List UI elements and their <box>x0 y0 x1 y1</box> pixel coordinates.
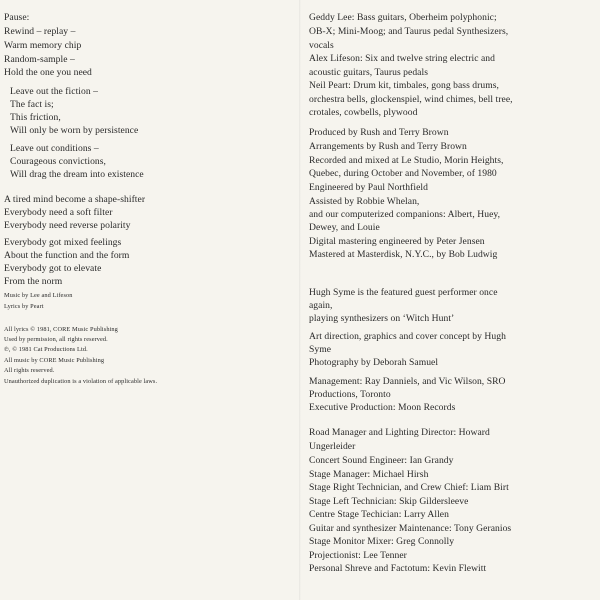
credit-line: Road Manager and Lighting Director: Howard <box>309 427 490 438</box>
copyright-line: Unauthorized duplication is a violation of applicable laws. <box>4 378 158 385</box>
credit-line: Digital mastering engineered by Peter Jensen <box>309 236 485 247</box>
copyright-line: All music by CORE Music Publishing <box>4 357 105 364</box>
page-fold <box>299 0 301 600</box>
lyric-line: Rewind – replay – <box>4 26 76 37</box>
credit-line: Stage Manager: Michael Hirsh <box>309 469 429 480</box>
lyric-line: Pause: <box>4 12 30 23</box>
credit-line: Photography by Deborah Samuel <box>309 357 439 368</box>
credit-line: Stage Monitor Mixer: Greg Connolly <box>309 536 455 547</box>
lyric-line: Leave out conditions – <box>10 143 99 154</box>
credit-line: Neil Peart: Drum kit, timbales, gong bass drums, <box>309 80 499 91</box>
credit-line: Centre Stage Techician: Larry Allen <box>309 509 449 520</box>
credit-line: orchestra bells, glockenspiel, wind chimes, bell tree, <box>309 94 513 105</box>
lyric-line: Will only be worn by persistence <box>10 125 139 136</box>
lyric-line: Leave out the fiction – <box>10 86 98 97</box>
credit-line: Syme <box>309 344 332 355</box>
credit-line: Hugh Syme is the featured guest performer once <box>309 287 498 298</box>
credit-line: Stage Right Technician, and Crew Chief: Liam Birt <box>309 482 509 493</box>
lyrics-credit: Lyrics by Peart <box>4 303 44 310</box>
credit-line: Executive Production: Moon Records <box>309 402 456 413</box>
credit-line: Mastered at Masterdisk, N.Y.C., by Bob Ludwig <box>309 249 498 260</box>
credit-line: OB-X; Mini-Moog; and Taurus pedal Synthesizers, <box>309 26 509 37</box>
credit-line: again, <box>309 300 333 311</box>
credit-line: Art direction, graphics and cover concept by Hugh <box>309 331 506 342</box>
credit-line: Projectionist: Lee Tenner <box>309 550 407 561</box>
copyright-line: Used by permission, all rights reserved. <box>4 336 108 343</box>
credit-line: crotales, cowbells, plywood <box>309 107 418 118</box>
credit-line: playing synthesizers on ‘Witch Hunt’ <box>309 313 455 324</box>
credit-line: Dewey, and Louie <box>309 222 380 233</box>
credit-line: Assisted by Robbie Whelan, <box>309 196 420 207</box>
lyric-line: This friction, <box>10 112 61 123</box>
lyric-line: From the norm <box>4 276 63 287</box>
credit-line: Management: Ray Danniels, and Vic Wilson, SRO <box>309 376 506 387</box>
credit-line: Arrangements by Rush and Terry Brown <box>309 141 467 152</box>
credit-line: Concert Sound Engineer: Ian Grandy <box>309 455 454 466</box>
credit-line: Guitar and synthesizer Maintenance: Tony Geranios <box>309 523 512 534</box>
credit-line: Personal Shreve and Factotum: Kevin Flewitt <box>309 563 487 574</box>
lyric-line: About the function and the form <box>4 250 130 261</box>
credit-line: acoustic guitars, Taurus pedals <box>309 67 428 78</box>
lyric-line: Courageous convictions, <box>10 156 107 167</box>
copyright-line: ℗, © 1981 Cat Productions Ltd. <box>4 346 88 353</box>
copyright-line: All rights reserved. <box>4 367 55 374</box>
credit-line: Productions, Toronto <box>309 389 391 400</box>
music-credit: Music by Lee and Lifeson <box>4 292 73 299</box>
lyric-line: Everybody need reverse polarity <box>4 220 131 231</box>
lyric-line: Random-sample – <box>4 54 75 65</box>
credit-line: Recorded and mixed at Le Studio, Morin Heights, <box>309 155 504 166</box>
credit-line: Stage Left Technician: Skip Gildersleeve <box>309 496 469 507</box>
lyric-line: Will drag the dream into existence <box>10 169 144 180</box>
credit-line: Alex Lifeson: Six and twelve string electric and <box>309 53 495 64</box>
lyric-line: Hold the one you need <box>4 67 92 78</box>
credit-line: Geddy Lee: Bass guitars, Oberheim polyphonic; <box>309 12 497 23</box>
credit-line: Ungerleider <box>309 441 356 452</box>
lyric-line: The fact is; <box>10 99 54 110</box>
credit-line: Quebec, during October and November, of 1980 <box>309 168 497 179</box>
credit-line: Engineered by Paul Northfield <box>309 182 428 193</box>
lyric-line: Everybody got mixed feelings <box>4 237 122 248</box>
lyric-line: Everybody got to elevate <box>4 263 102 274</box>
credit-line: and our computerized companions: Albert, Huey, <box>309 209 501 220</box>
lyric-line: A tired mind become a shape-shifter <box>4 194 146 205</box>
copyright-line: All lyrics © 1981, CORE Music Publishing <box>4 326 118 333</box>
lyric-line: Everybody need a soft filter <box>4 207 113 218</box>
credit-line: Produced by Rush and Terry Brown <box>309 127 449 138</box>
lyric-line: Warm memory chip <box>4 40 82 51</box>
credit-line: vocals <box>309 40 334 51</box>
